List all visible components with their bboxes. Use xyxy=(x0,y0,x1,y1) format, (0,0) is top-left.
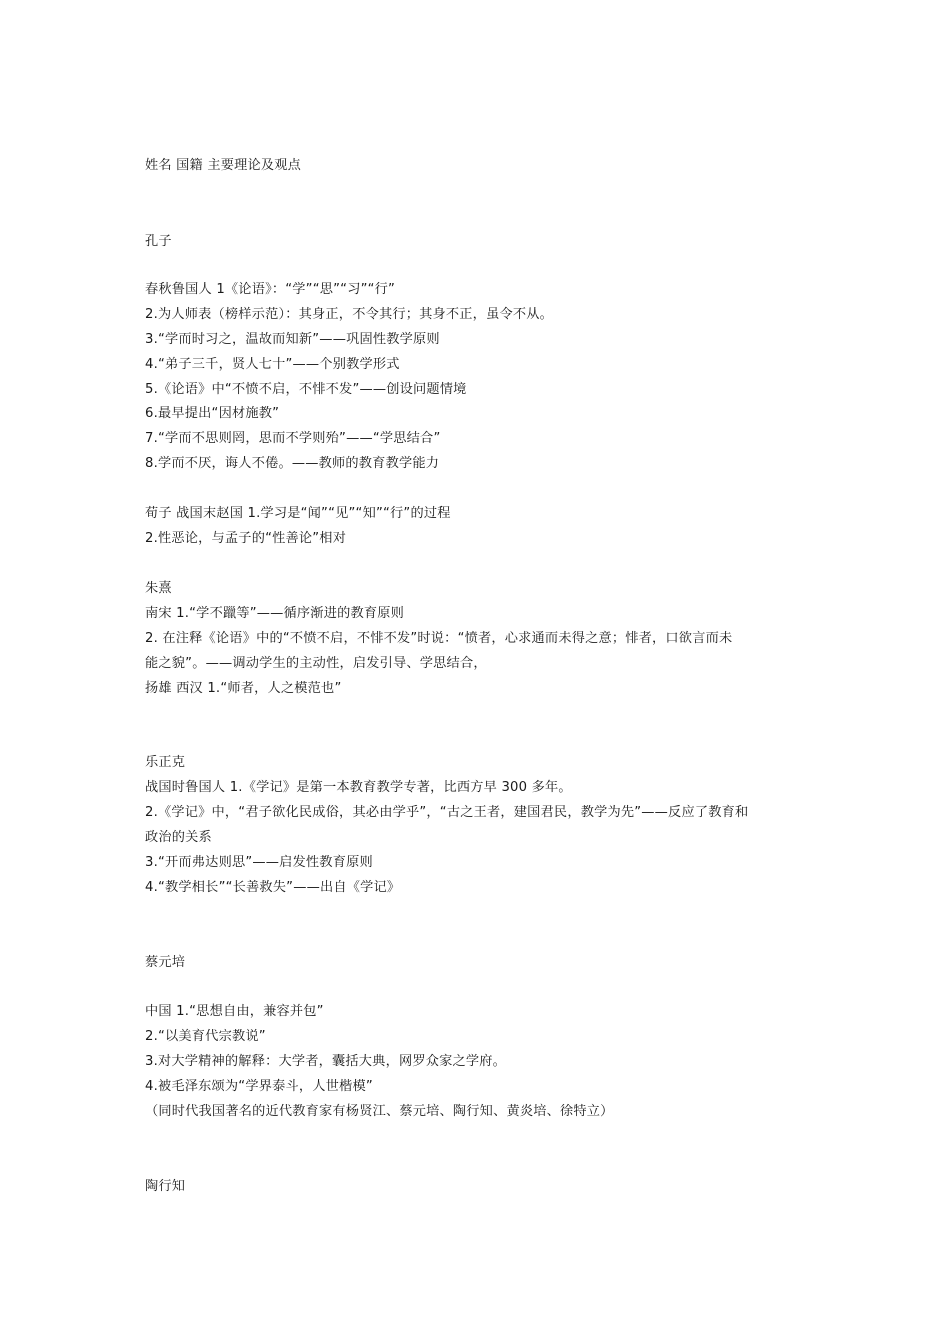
text-line: 3.对大学精神的解释：大学者，囊括大典，网罗众家之学府。 xyxy=(145,1054,507,1069)
text-line: 2.“以美育代宗教说” xyxy=(145,1029,266,1044)
text-line: 5.《论语》中“不愤不启，不悱不发”——创设问题情境 xyxy=(145,382,467,397)
person-heading-caiyuanpei: 蔡元培 xyxy=(145,955,186,970)
text-line: （同时代我国著名的近代教育家有杨贤江、蔡元培、陶行知、黄炎培、徐特立） xyxy=(145,1104,614,1119)
text-line: 3.“开而弗达则思”——启发性教育原则 xyxy=(145,855,373,870)
text-line: 能之貌”。——调动学生的主动性，启发引导、学思结合， xyxy=(145,656,487,671)
text-line: 3.“学而时习之，温故而知新”——巩固性教学原则 xyxy=(145,332,440,347)
person-heading-taoxingzhi: 陶行知 xyxy=(145,1179,186,1194)
text-line: 战国时鲁国人 1.《学记》是第一本教育教学专著，比西方早 300 多年。 xyxy=(145,780,572,795)
text-line: 2.《学记》中，“君子欲化民成俗，其必由学乎”，“古之王者，建国君民，教学为先”——反应了教育和 xyxy=(145,805,749,820)
text-line: 2. 在注释《论语》中的“不愤不启，不悱不发”时说：“愤者，心求通而未得之意；悱者，口欲言而未 xyxy=(145,631,733,646)
person-line-xunzi: 荀子 战国末赵国 1.学习是“闻”“见”“知”“行”的过程 xyxy=(145,506,451,521)
text-line: 政治的关系 xyxy=(145,830,212,845)
text-line: 南宋 1.“学不躐等”——循序渐进的教育原则 xyxy=(145,606,405,621)
text-line: 6.最早提出“因材施教” xyxy=(145,406,280,421)
table-header-line: 姓名 国籍 主要理论及观点 xyxy=(145,158,302,173)
person-heading-zhuxi: 朱熹 xyxy=(145,581,172,596)
text-line: 中国 1.“思想自由，兼容并包” xyxy=(145,1004,324,1019)
text-line: 春秋鲁国人 1《论语》：“学”“思”“习”“行” xyxy=(145,282,396,297)
text-line: 7.“学而不思则罔，思而不学则殆”——“学思结合” xyxy=(145,431,441,446)
text-line: 8.学而不厌，诲人不倦。——教师的教育教学能力 xyxy=(145,456,440,471)
person-heading-yuezhengke: 乐正克 xyxy=(145,755,186,770)
text-line: 4.被毛泽东颂为“学界泰斗，人世楷模” xyxy=(145,1079,373,1094)
person-line-yangxiong: 扬雄 西汉 1.“师者，人之模范也” xyxy=(145,681,342,696)
text-line: 2.为人师表（榜样示范）：其身正，不令其行；其身不正，虽令不从。 xyxy=(145,307,554,322)
text-line: 4.“教学相长”“长善救失”——出自《学记》 xyxy=(145,880,401,895)
text-line: 4.“弟子三千，贤人七十”——个别教学形式 xyxy=(145,357,400,372)
text-line: 2.性恶论，与孟子的“性善论”相对 xyxy=(145,531,347,546)
person-heading-kongzi: 孔子 xyxy=(145,234,172,249)
